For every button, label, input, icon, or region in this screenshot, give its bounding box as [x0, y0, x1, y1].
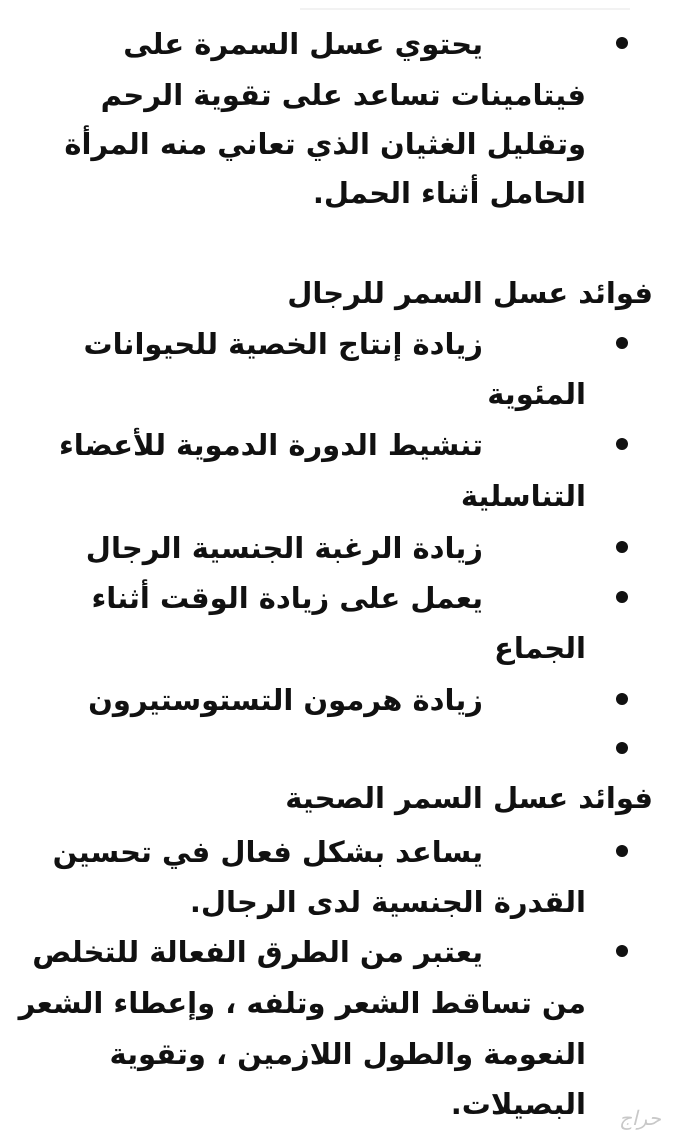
bullet-icon: [616, 591, 628, 603]
list-item-line: الحامل أثناء الحمل.: [312, 176, 586, 210]
list-item-line: البصيلات.: [450, 1087, 586, 1121]
list-item-line: التناسلية: [460, 479, 586, 513]
bullet-icon: [616, 845, 628, 857]
section-heading: فوائد عسل السمر الصحية: [285, 781, 653, 815]
list-item-line: تنشيط الدورة الدموية للأعضاء: [58, 428, 483, 462]
bullet-icon: [616, 693, 628, 705]
list-item-line: يعتبر من الطرق الفعالة للتخلص: [32, 935, 483, 969]
list-item-line: زيادة الرغبة الجنسية الرجال: [85, 531, 483, 565]
bullet-icon: [616, 438, 628, 450]
list-item-line: الجماع: [494, 631, 586, 665]
bullet-icon: [616, 742, 628, 754]
bullet-icon: [616, 945, 628, 957]
list-item-line: يساعد بشكل فعال في تحسين: [52, 835, 483, 869]
list-item-line: النعومة والطول اللازمين ، وتقوية: [109, 1037, 586, 1071]
list-item-line: فيتامينات تساعد على تقوية الرحم: [100, 78, 586, 112]
list-item-line: المئوية: [487, 377, 586, 411]
bullet-icon: [616, 337, 628, 349]
bullet-icon: [616, 37, 628, 49]
list-item-line: زيادة إنتاج الخصية للحيوانات: [83, 327, 483, 361]
list-item-line: يعمل على زيادة الوقت أثناء: [91, 581, 483, 615]
list-item-line: وتقليل الغثيان الذي تعاني منه المرأة: [64, 127, 586, 161]
watermark-logo: حراج: [619, 1106, 661, 1130]
list-item-line: من تساقط الشعر وتلفه ، وإعطاء الشعر: [18, 986, 586, 1020]
list-item-line: يحتوي عسل السمرة على: [123, 27, 483, 61]
list-item-line: القدرة الجنسية لدى الرجال.: [189, 885, 586, 919]
bullet-icon: [616, 541, 628, 553]
list-item-line: زيادة هرمون التستوستيرون: [88, 683, 483, 717]
top-divider: [300, 8, 630, 10]
section-heading: فوائد عسل السمر للرجال: [287, 276, 653, 310]
